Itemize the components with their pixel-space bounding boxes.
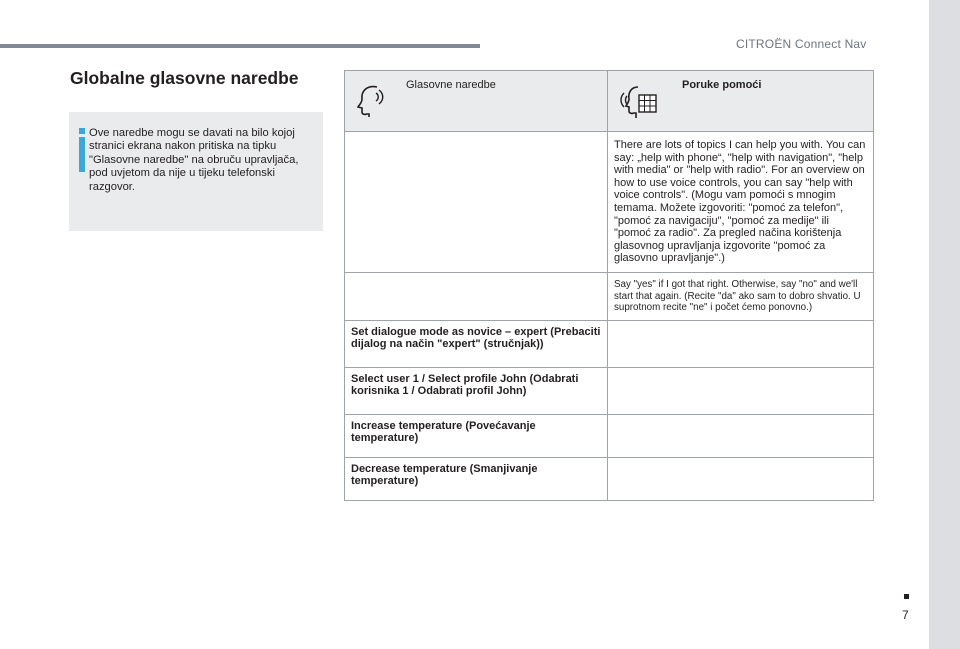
speaking-head-with-screen-icon bbox=[618, 83, 658, 119]
header-rule bbox=[0, 44, 480, 48]
command-cell: Set dialogue mode as novice – expert (Prebaciti dijalog na način "expert" (stručnjak)) bbox=[345, 320, 608, 367]
header-commands bbox=[345, 71, 608, 132]
table-row bbox=[345, 132, 874, 273]
voice-commands-table bbox=[344, 70, 874, 501]
page-edge-strip bbox=[929, 0, 960, 649]
message-cell: There are lots of topics I can help you with. You can say: „help with phone“, "help with navigation", "help with media" or "help with radio". For an overview on how to use voice controls, you can say "help with voice controls". (Mogu vam pomoći s mnogim temama. Možete izgovoriti: "pomoć za telefon", "pomoć za navigaciju", "pomoć za medije" ili "pomoć za radio". Za pregled načina korištenja glasovnog upravljanja izgovorite "pomoć za glasovno upravljanje".) bbox=[608, 132, 874, 273]
command-cell: Select user 1 / Select profile John (Odabrati korisnika 1 / Odabrati profil John) bbox=[345, 367, 608, 414]
header-commands-label: Glasovne naredbe bbox=[406, 79, 496, 91]
info-icon bbox=[77, 128, 87, 172]
page-number: 7 bbox=[902, 608, 909, 622]
table-row bbox=[345, 414, 874, 457]
table-row bbox=[345, 457, 874, 500]
table-row bbox=[345, 367, 874, 414]
message-cell bbox=[608, 320, 874, 367]
info-text: Ove naredbe mogu se davati na bilo kojoj stranici ekrana nakon pritiska na tipku "Glasovne naredbe" na obruču upravljača, pod uvjetom da nije u tijeku telefonski razgovor. bbox=[89, 127, 299, 193]
message-cell bbox=[608, 414, 874, 457]
command-cell: Increase temperature (Povećavanje temperature) bbox=[345, 414, 608, 457]
header-messages-label: Poruke pomoći bbox=[682, 79, 762, 91]
table-row bbox=[345, 320, 874, 367]
command-cell bbox=[345, 272, 608, 320]
speaking-head-icon bbox=[355, 83, 385, 117]
table-row bbox=[345, 272, 874, 320]
page-title: Globalne glasovne naredbe bbox=[70, 68, 299, 88]
header-messages bbox=[608, 71, 874, 132]
message-cell bbox=[608, 457, 874, 500]
message-cell bbox=[608, 367, 874, 414]
command-cell: Decrease temperature (Smanjivanje temperature) bbox=[345, 457, 608, 500]
brand-label: CITROËN Connect Nav bbox=[736, 37, 867, 51]
info-box bbox=[69, 112, 323, 231]
command-cell bbox=[345, 132, 608, 273]
message-cell: Say "yes" if I got that right. Otherwise, say "no" and we'll start that again. (Recite "da" ako sam to dobro shvatio. U suprotnom recite "ne" i počet ćemo ponovno.) bbox=[608, 272, 874, 320]
page-end-marker bbox=[904, 594, 909, 599]
table-header-row bbox=[345, 71, 874, 132]
